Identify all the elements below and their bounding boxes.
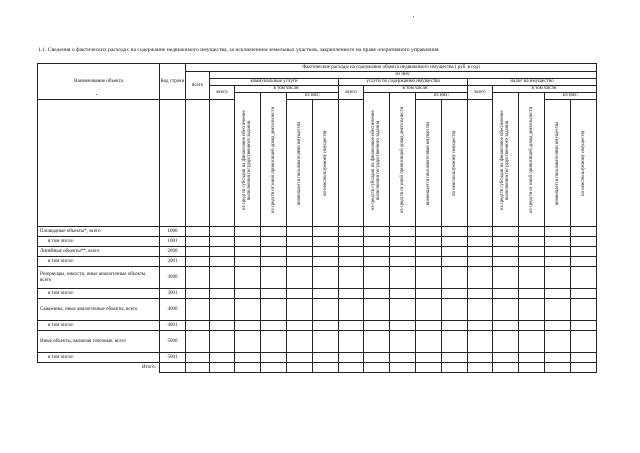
table-row [38,247,597,257]
header-services-subsidy: из средств субсидии на финансовое обеспечение выполнения государственного задания [371,109,382,210]
row-name: в том числе: [38,237,160,247]
header-services-compensated: возмещается пользователями имущества [425,121,431,205]
header-of-which: из них: [210,72,597,79]
header-all: всего [186,72,210,100]
row-name: Скважины, иные аналогичные объекты, всего [38,299,160,321]
header-utilities-of-which: из них: [287,93,339,100]
header-tax-income: из средств от иной приносящей доход деятельности [528,106,534,213]
header-utilities-subsidy: из средств субсидии на финансовое обеспечение выполнения государственного задания [242,109,253,210]
expenses-table [37,63,597,373]
table-row [38,257,597,267]
header-row-code: Код строки [160,64,186,100]
row-code: 1001 [160,237,186,247]
header-tax-all: всего [468,86,493,100]
header-utilities-unused: по неиспользуемому имуществу [322,130,328,196]
total-label: Итого: [141,365,156,370]
header-services: услуги по содержанию имущества [339,79,468,86]
row-name: в том числе: [38,257,160,267]
header-services-unused: по неиспользуемому имуществу [451,130,457,196]
scan-speck [96,94,97,95]
header-utilities-income: из средств от иной приносящей доход деятельности [270,106,276,213]
scan-speck [413,16,414,17]
header-object-name: Наименование объекта [38,64,160,100]
row-code: 5000 [160,331,186,353]
header-services-of-which: из них: [416,93,468,100]
table-row [38,321,597,331]
row-code: 4001 [160,321,186,331]
table-row [38,331,597,353]
header-utilities-all: всего [210,86,235,100]
header-tax-of-which: из них: [545,93,597,100]
row-name: Иные объекты, включая точечные, всего [38,331,160,353]
header-tax-compensated: возмещается пользователями имущества [554,121,560,205]
header-tax-unused: по неиспользуемому имуществу [580,130,586,196]
table-row [38,237,597,247]
header-services-income: из средств от иной приносящей доход деятельности [399,106,405,213]
row-name: в том числе: [38,289,160,299]
row-name: Площадные объекты*, всего [38,227,160,237]
header-main: Фактические расходы на содержание объекта недвижимого имущества ( руб. в год) [186,64,597,72]
header-utilities-compensated: возмещается пользователями имущества [296,121,302,205]
row-code: 2000 [160,247,186,257]
row-name: Резервуары, емкости, иные аналогичные объекты, всего [38,267,160,289]
header-services-all: всего [339,86,364,100]
header-services-including: в том числе: [364,86,468,93]
total-row [38,363,597,373]
table-row [38,289,597,299]
row-code: 3001 [160,289,186,299]
row-code: 3000 [160,267,186,289]
row-name: Линейные объекты**, всего [38,247,160,257]
table-caption: 1.1. Сведения о фактических расходах на содержание недвижимого имущества, за исключением земельных участков, закрепленного на праве оперативного управления [38,47,439,53]
table-row [38,353,597,363]
table-row [38,267,597,289]
header-tax-subsidy: из средств субсидии на финансовое обеспечение выполнения государственного задания [500,109,511,210]
header-tax-including: в том числе: [493,86,597,93]
header-utilities: коммунальные услуги [210,79,339,86]
row-name: в том числе: [38,321,160,331]
row-code: 2001 [160,257,186,267]
row-code: 1000 [160,227,186,237]
table-row [38,299,597,321]
header-tax: налог на имущество [468,79,597,86]
row-code: 4000 [160,299,186,321]
header-utilities-including: в том числе: [235,86,339,93]
row-code: 5001 [160,353,186,363]
table-row [38,227,597,237]
row-name: в том числе: [38,353,160,363]
